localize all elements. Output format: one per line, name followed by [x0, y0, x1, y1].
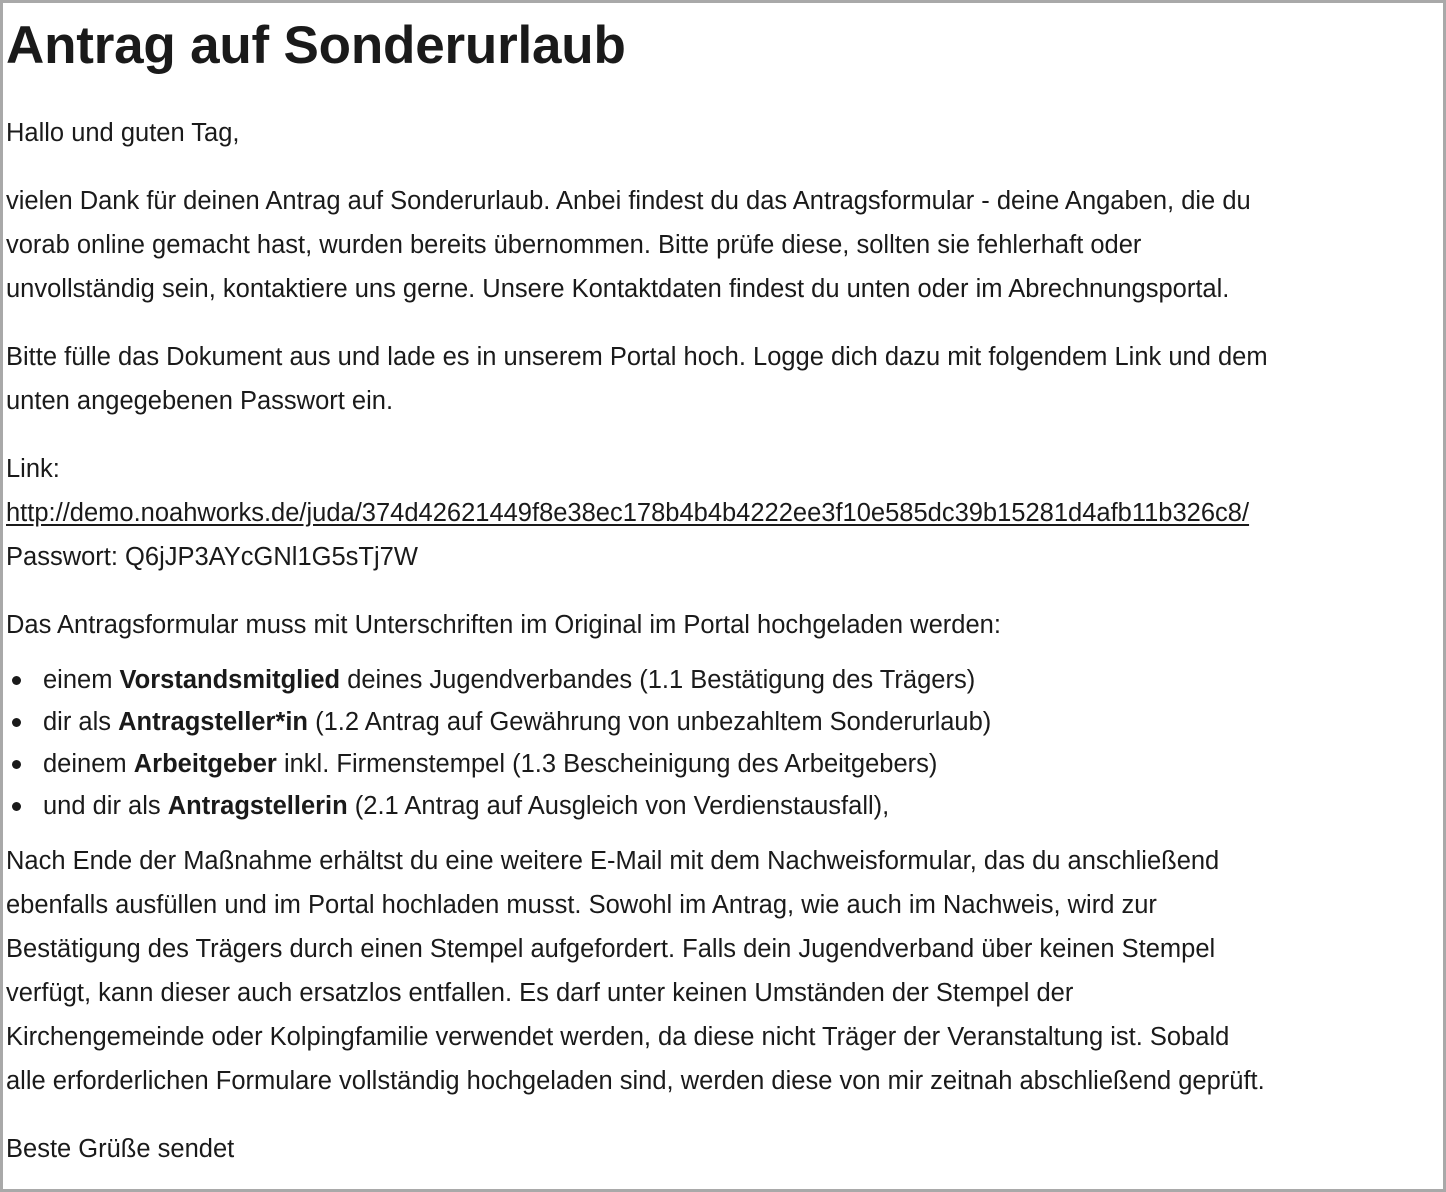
- sign-off: Beste Grüße sendet: [6, 1135, 235, 1163]
- list-item: einem Vorstandsmitglied deines Jugendverbandes (1.1 Bestätigung des Trägers): [6, 659, 1443, 701]
- closing-line: verfügt, kann dieser auch ersatzlos entfallen. Es darf unter keinen Umständen der Stempel der: [6, 979, 1074, 1007]
- bullet-icon: [12, 718, 21, 727]
- bullet-icon: [12, 802, 21, 811]
- portal-link-line: [6, 491, 1443, 535]
- intro-paragraph: [6, 179, 1443, 311]
- list-item: dir als Antragsteller*in (1.2 Antrag auf Gewährung von unbezahltem Sonderurlaub): [6, 701, 1443, 743]
- list-item: und dir als Antragstellerin (2.1 Antrag auf Ausgleich von Verdienstausfall),: [6, 785, 1443, 827]
- closing-line: Bestätigung des Trägers durch einen Stempel aufgefordert. Falls dein Jugendverband über keinen Stempel: [6, 935, 1216, 963]
- bullet-icon: [12, 676, 21, 685]
- password-line: [6, 535, 1443, 579]
- upload-line: unten angegebenen Passwort ein.: [6, 387, 394, 415]
- list-item: deinem Arbeitgeber inkl. Firmenstempel (1.3 Bescheinigung des Arbeitgebers): [6, 743, 1443, 785]
- email-title: Antrag auf Sonderurlaub: [6, 16, 626, 75]
- intro-line: unvollständig sein, kontaktiere uns gerne. Unsere Kontaktdaten findest du unten oder im Abrechnungsportal.: [6, 275, 1230, 303]
- portal-link[interactable]: http://demo.noahworks.de/juda/374d42621449f8e38ec178b4b4b4222ee3f10e585dc39b15281d4afb11b326c8/: [6, 499, 1250, 527]
- password-value: Q6jJP3AYcGNl1G5sTj7W: [125, 543, 418, 571]
- link-label: Link:: [6, 455, 60, 483]
- upload-paragraph: [6, 335, 1443, 423]
- upload-line: Bitte fülle das Dokument aus und lade es in unserem Portal hoch. Logge dich dazu mit folgendem Link und dem: [6, 343, 1268, 371]
- credentials-paragraph: [6, 447, 1443, 579]
- closing-line: ebenfalls ausfüllen und im Portal hochladen musst. Sowohl im Antrag, wie auch im Nachweis, wird zur: [6, 891, 1157, 919]
- closing-line: alle erforderlichen Formulare vollständig hochgeladen sind, werden diese von mir zeitnah abschließend geprüft.: [6, 1067, 1265, 1095]
- signatures-intro: Das Antragsformular muss mit Unterschriften im Original im Portal hochgeladen werden:: [6, 611, 1001, 639]
- intro-line: vielen Dank für deinen Antrag auf Sonderurlaub. Anbei findest du das Antragsformular - deine Angaben, die du: [6, 187, 1251, 215]
- password-label: Passwort:: [6, 543, 126, 571]
- closing-line: Nach Ende der Maßnahme erhältst du eine weitere E-Mail mit dem Nachweisformular, das du anschließend: [6, 847, 1220, 875]
- closing-paragraph: [6, 839, 1443, 1103]
- signature-list: [6, 659, 1443, 827]
- intro-line: vorab online gemacht hast, wurden bereits übernommen. Bitte prüfe diese, sollten sie fehlerhaft oder: [6, 231, 1142, 259]
- closing-line: Kirchengemeinde oder Kolpingfamilie verwendet werden, da diese nicht Träger der Veranstaltung ist. Sobald: [6, 1023, 1230, 1051]
- greeting: Hallo und guten Tag,: [6, 119, 240, 147]
- bullet-icon: [12, 760, 21, 769]
